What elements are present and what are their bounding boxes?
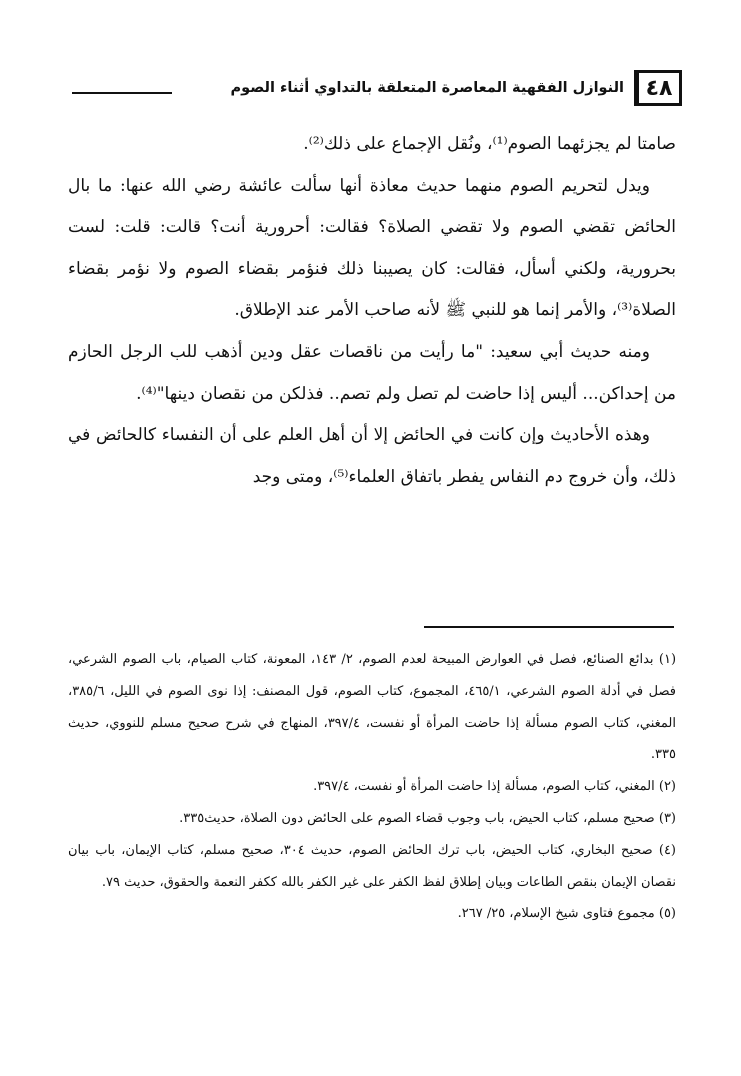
paragraph: صامتا لم يجزئهما الصوم⁽¹⁾، ونُقل الإجماع على ذلك⁽²⁾. <box>303 134 676 154</box>
paragraph: ويدل لتحريم الصوم منهما حديث معاذة أنها سألت عائشة رضي الله عنها: ما بال الحائض تقضي الصوم ولا تقضي الصلاة؟ فقالت: أحرورية أنت؟ قالت: قلت: لست بحرورية، ولكني أسأل، فقالت: كان يصيبنا ذلك فنؤمر بقضاء الصوم ولا نؤمر بقضاء الصلاة⁽³⁾، والأمر إنما هو للنبي ﷺ لأنه صاحب الأمر عند الإطلاق. <box>68 175 676 321</box>
header-rule <box>72 92 172 94</box>
footnote <box>68 803 676 835</box>
footnotes <box>68 644 676 930</box>
footnote <box>68 644 676 771</box>
running-title: النوازل الفقهية المعاصرة المتعلقة بالتداوي أثناء الصوم <box>230 80 624 96</box>
paragraph: وهذه الأحاديث وإن كانت في الحائض إلا أن أهل العلم على أن النفساء كالحائض في ذلك، وأن خروج دم النفاس يفطر باتفاق العلماء⁽⁵⁾، ومتى وجد <box>68 425 676 487</box>
footnote-text: حديث٣٣٥. <box>179 810 236 826</box>
main-text <box>68 124 676 498</box>
footnote <box>68 898 676 930</box>
footnote-text: (٥) مجموع فتاوى شيخ الإسلام، ٢٥/ ٢٦٧. <box>457 906 676 922</box>
footnote-text: باب الصوم الشرعي، فصل في أدلة الصوم الشرعي، ٤٦٥/١، المجموع، كتاب الصوم، قول المصنف: إذا نوى الصوم في الليل، ٣٨٥/٦، المغني، كتاب الصوم مسألة إذا حاضت المرأة أو نفست، ٣٩٧/٤، المنهاج في شرح صحيح مسلم للنووي، حديث ٣٣٥. <box>68 652 677 763</box>
footnote-text: (٣) صحيح مسلم، كتاب الحيض، باب وجوب قضاء الصوم على الحائض دون الصلاة، <box>239 810 676 826</box>
page-number: ٤٨ <box>645 75 673 101</box>
running-header <box>72 75 682 106</box>
footnote-separator <box>424 626 674 628</box>
footnote-text: (٤) صحيح البخاري، كتاب الحيض، باب ترك الحائض الصوم، حديث ٣٠٤، صحيح <box>241 842 676 858</box>
footnote-text: (١) بدائع الصنائع، فصل في العوارض المبيحة لعدم الصوم، ٢/ ١٤٣، المعونة، كتاب الصيام، <box>186 652 677 667</box>
paragraph: ومنه حديث أبي سعيد: "ما رأيت من ناقصات عقل ودين أذهب للب الرجل الحازم من إحداكن... أليس إذا حاضت لم تصل ولم تصم.. فذلكن من نقصان دينها"⁽⁴⁾. <box>68 341 676 404</box>
footnote <box>68 771 676 803</box>
footnote-text: مسلم، كتاب الإيمان، باب بيان نقصان الإيمان بنقص الطاعات وبيان إطلاق لفظ الكفر على غير الكفر بالله ككفر النعمة والحقوق، حديث ٧٩. <box>68 842 676 890</box>
page-number-box <box>634 70 682 106</box>
footnote-text: (٢) المغني، كتاب الصوم، مسألة إذا حاضت المرأة أو نفست، ٣٩٧/٤. <box>313 779 676 795</box>
footnote <box>68 835 676 899</box>
